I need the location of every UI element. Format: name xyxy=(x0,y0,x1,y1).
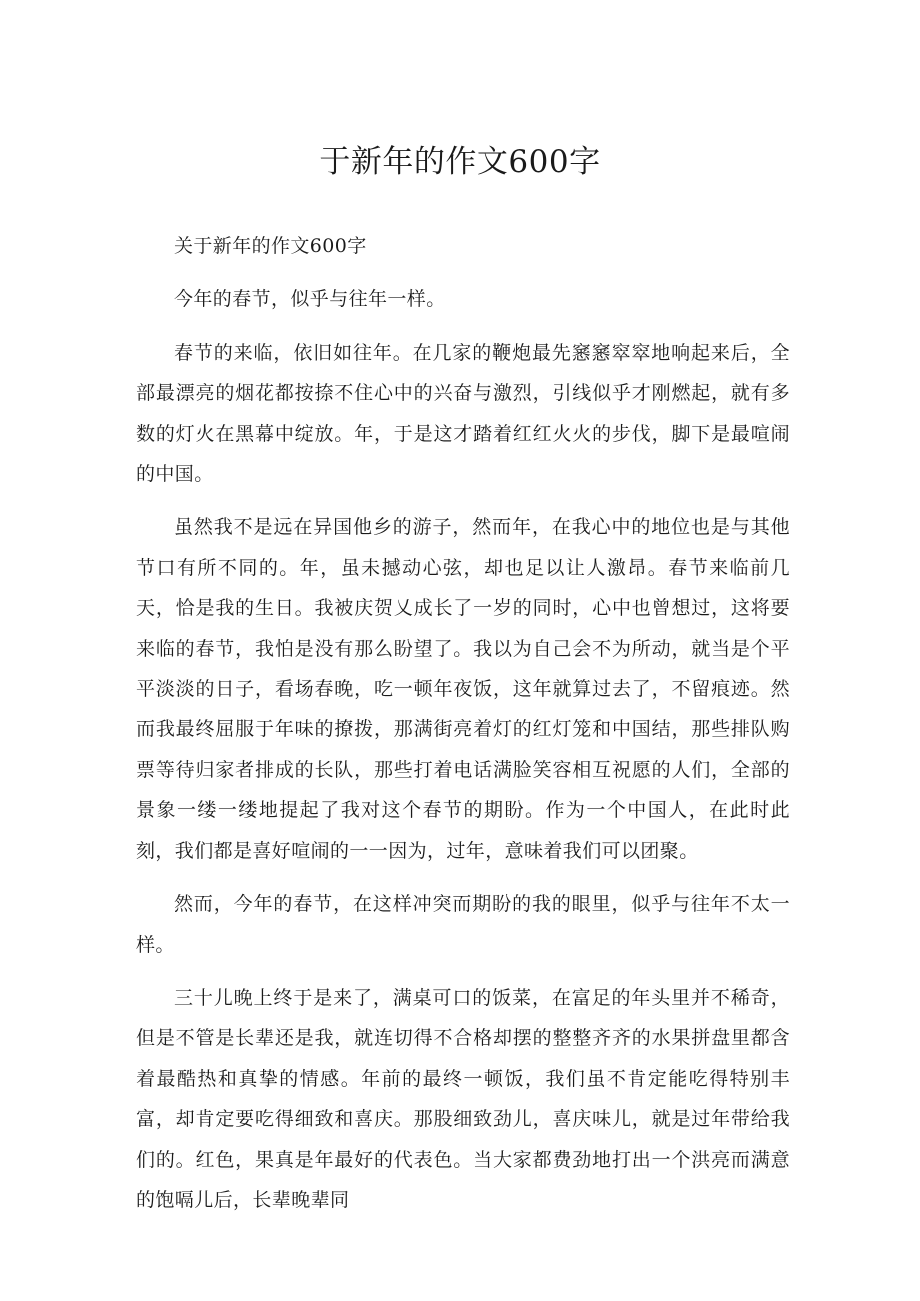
paragraph-subtitle: 关于新年的作文600字 xyxy=(174,235,367,257)
paragraph: 三十儿晚上终于是来了，满桌可口的饭菜，在富足的年头里并不稀奇，但是不管是长辈还是我，就连切得不合格却摆的整整齐齐的水果拼盘里都含着最酷热和真挚的情感。年前的最终一顿饭，我们虽不肯定能吃得特别丰富，却肯定要吃得细致和喜庆。那股细致劲儿，喜庆味儿，就是过年带给我们的。红色，果真是年最好的代表色。当大家都费劲地打出一个洪亮而满意的饱嗝儿后，长辈晚辈同 xyxy=(136,986,790,1211)
paragraph: 虽然我不是远在异国他乡的游子，然而年，在我心中的地位也是与其他节口有所不同的。年，虽未撼动心弦，却也足以让人激昂。春节来临前几天，恰是我的生日。我被庆贺乂成长了一岁的同时，心中也曾想过，这将要来临的春节，我怕是没有那么盼望了。我以为自己会不为所动，就当是个平平淡淡的日子，看场春晚，吃一顿年夜饭，这年就算过去了，不留痕迹。然而我最终屈服于年味的撩拨，那满街亮着灯的红灯笼和中国结，那些排队购票等待归家者排成的长队，那些打着电话满脸笑容相互祝愿的人们，全部的景象一缕一缕地提起了我对这个春节的期盼。作为一个中国人，在此时此刻，我们都是喜好喧闹的一一因为，过年，意味着我们可以团聚。 xyxy=(136,516,790,862)
document-title: 于新年的作文600字 xyxy=(319,144,601,180)
paragraph: 然而，今年的春节，在这样冲突而期盼的我的眼里，似乎与往年不太一样。 xyxy=(136,893,790,956)
document-body xyxy=(136,226,790,1233)
paragraph: 春节的来临，依旧如往年。在几家的鞭炮最先窸窸窣窣地响起来后，全部最漂亮的烟花都按捺不住心中的兴奋与激烈，引线似乎才刚燃起，就有多数的灯火在黑幕中绽放。年，于是这才踏着红红火火的步伐，脚下是最喧闹的中国。 xyxy=(136,341,790,486)
paragraph: 今年的春节，似乎与往年一样。 xyxy=(174,288,446,311)
